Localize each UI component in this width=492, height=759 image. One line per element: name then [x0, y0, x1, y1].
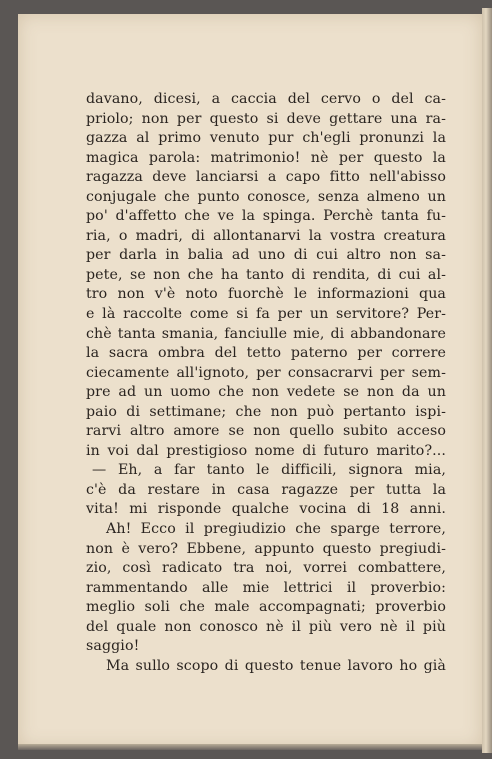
text-line: c'è da restare in casa ragazze per tutta la [86, 481, 446, 498]
paragraph-start-line: Ah! Ecco il pregiudizio che sparge terrore, [106, 521, 446, 538]
text-line: pete, se non che ha tanto di rendita, di cui al- [86, 266, 446, 283]
text-line: ragazza deve lanciarsi a capo fitto nell'abisso [86, 169, 446, 186]
text-line: del quale non conosco nè il più vero nè il più [86, 618, 446, 635]
text-line: rammentando alle mie lettrici il proverbio: [86, 579, 446, 596]
text-line: chè tanta smania, fanciulle mie, di abbandonare [86, 325, 446, 342]
text-line: priolo; non per questo si deve gettare una ra- [86, 110, 446, 127]
text-line: in voi dal prestigioso nome di futuro marito?... [86, 442, 446, 459]
text-line: tro non v'è noto fuorchè le informazioni qua [86, 286, 446, 303]
text-line: conjugale che punto conosce, senza almeno un [86, 188, 446, 205]
text-line: magica parola: matrimonio! nè per questo la [86, 149, 446, 166]
text-line: davano, dicesi, a caccia del cervo o del ca- [86, 91, 446, 107]
page-text [86, 90, 446, 676]
text-line: ria, o madri, di allontanarvi la vostra creatura [86, 227, 446, 244]
page-bottom-edge [18, 744, 482, 750]
paragraph-end-line: saggio! [86, 638, 140, 655]
text-line: vita! mi risponde qualche vocina di 18 anni. [86, 501, 446, 518]
text-line: pre ad un uomo che non vedete se non da un [86, 384, 446, 401]
text-line: ciecamente all'ignoto, per consacrarvi per sem- [86, 364, 446, 381]
text-line: non è vero? Ebbene, appunto questo pregiudi- [86, 540, 446, 557]
text-line: la sacra ombra del tetto paterno per correre [86, 345, 446, 362]
text-line: po' d'affetto che ve la spinga. Perchè tanta fu- [86, 208, 446, 225]
text-line: zio, così radicato tra noi, vorrei combattere, [86, 560, 446, 577]
paragraph-start-line: Ma sullo scopo di questo tenue lavoro ho già [106, 657, 446, 674]
text-line: per darla in balia ad uno di cui altro non sa- [86, 247, 446, 264]
page-edge [482, 8, 492, 753]
text-line: paio di settimane; che non può pertanto ispi- [86, 403, 446, 420]
text-line: gazza al primo venuto pur ch'egli pronunzi la [86, 130, 446, 147]
text-line: meglio soli che male accompagnati; proverbio [86, 599, 446, 616]
dialogue-line: — Eh, a far tanto le difficili, signora mia, [92, 462, 446, 479]
text-line: rarvi altro amore se non quello subito acceso [86, 423, 446, 440]
text-line: e là raccolte come si fa per un servitore? Per- [86, 306, 446, 323]
